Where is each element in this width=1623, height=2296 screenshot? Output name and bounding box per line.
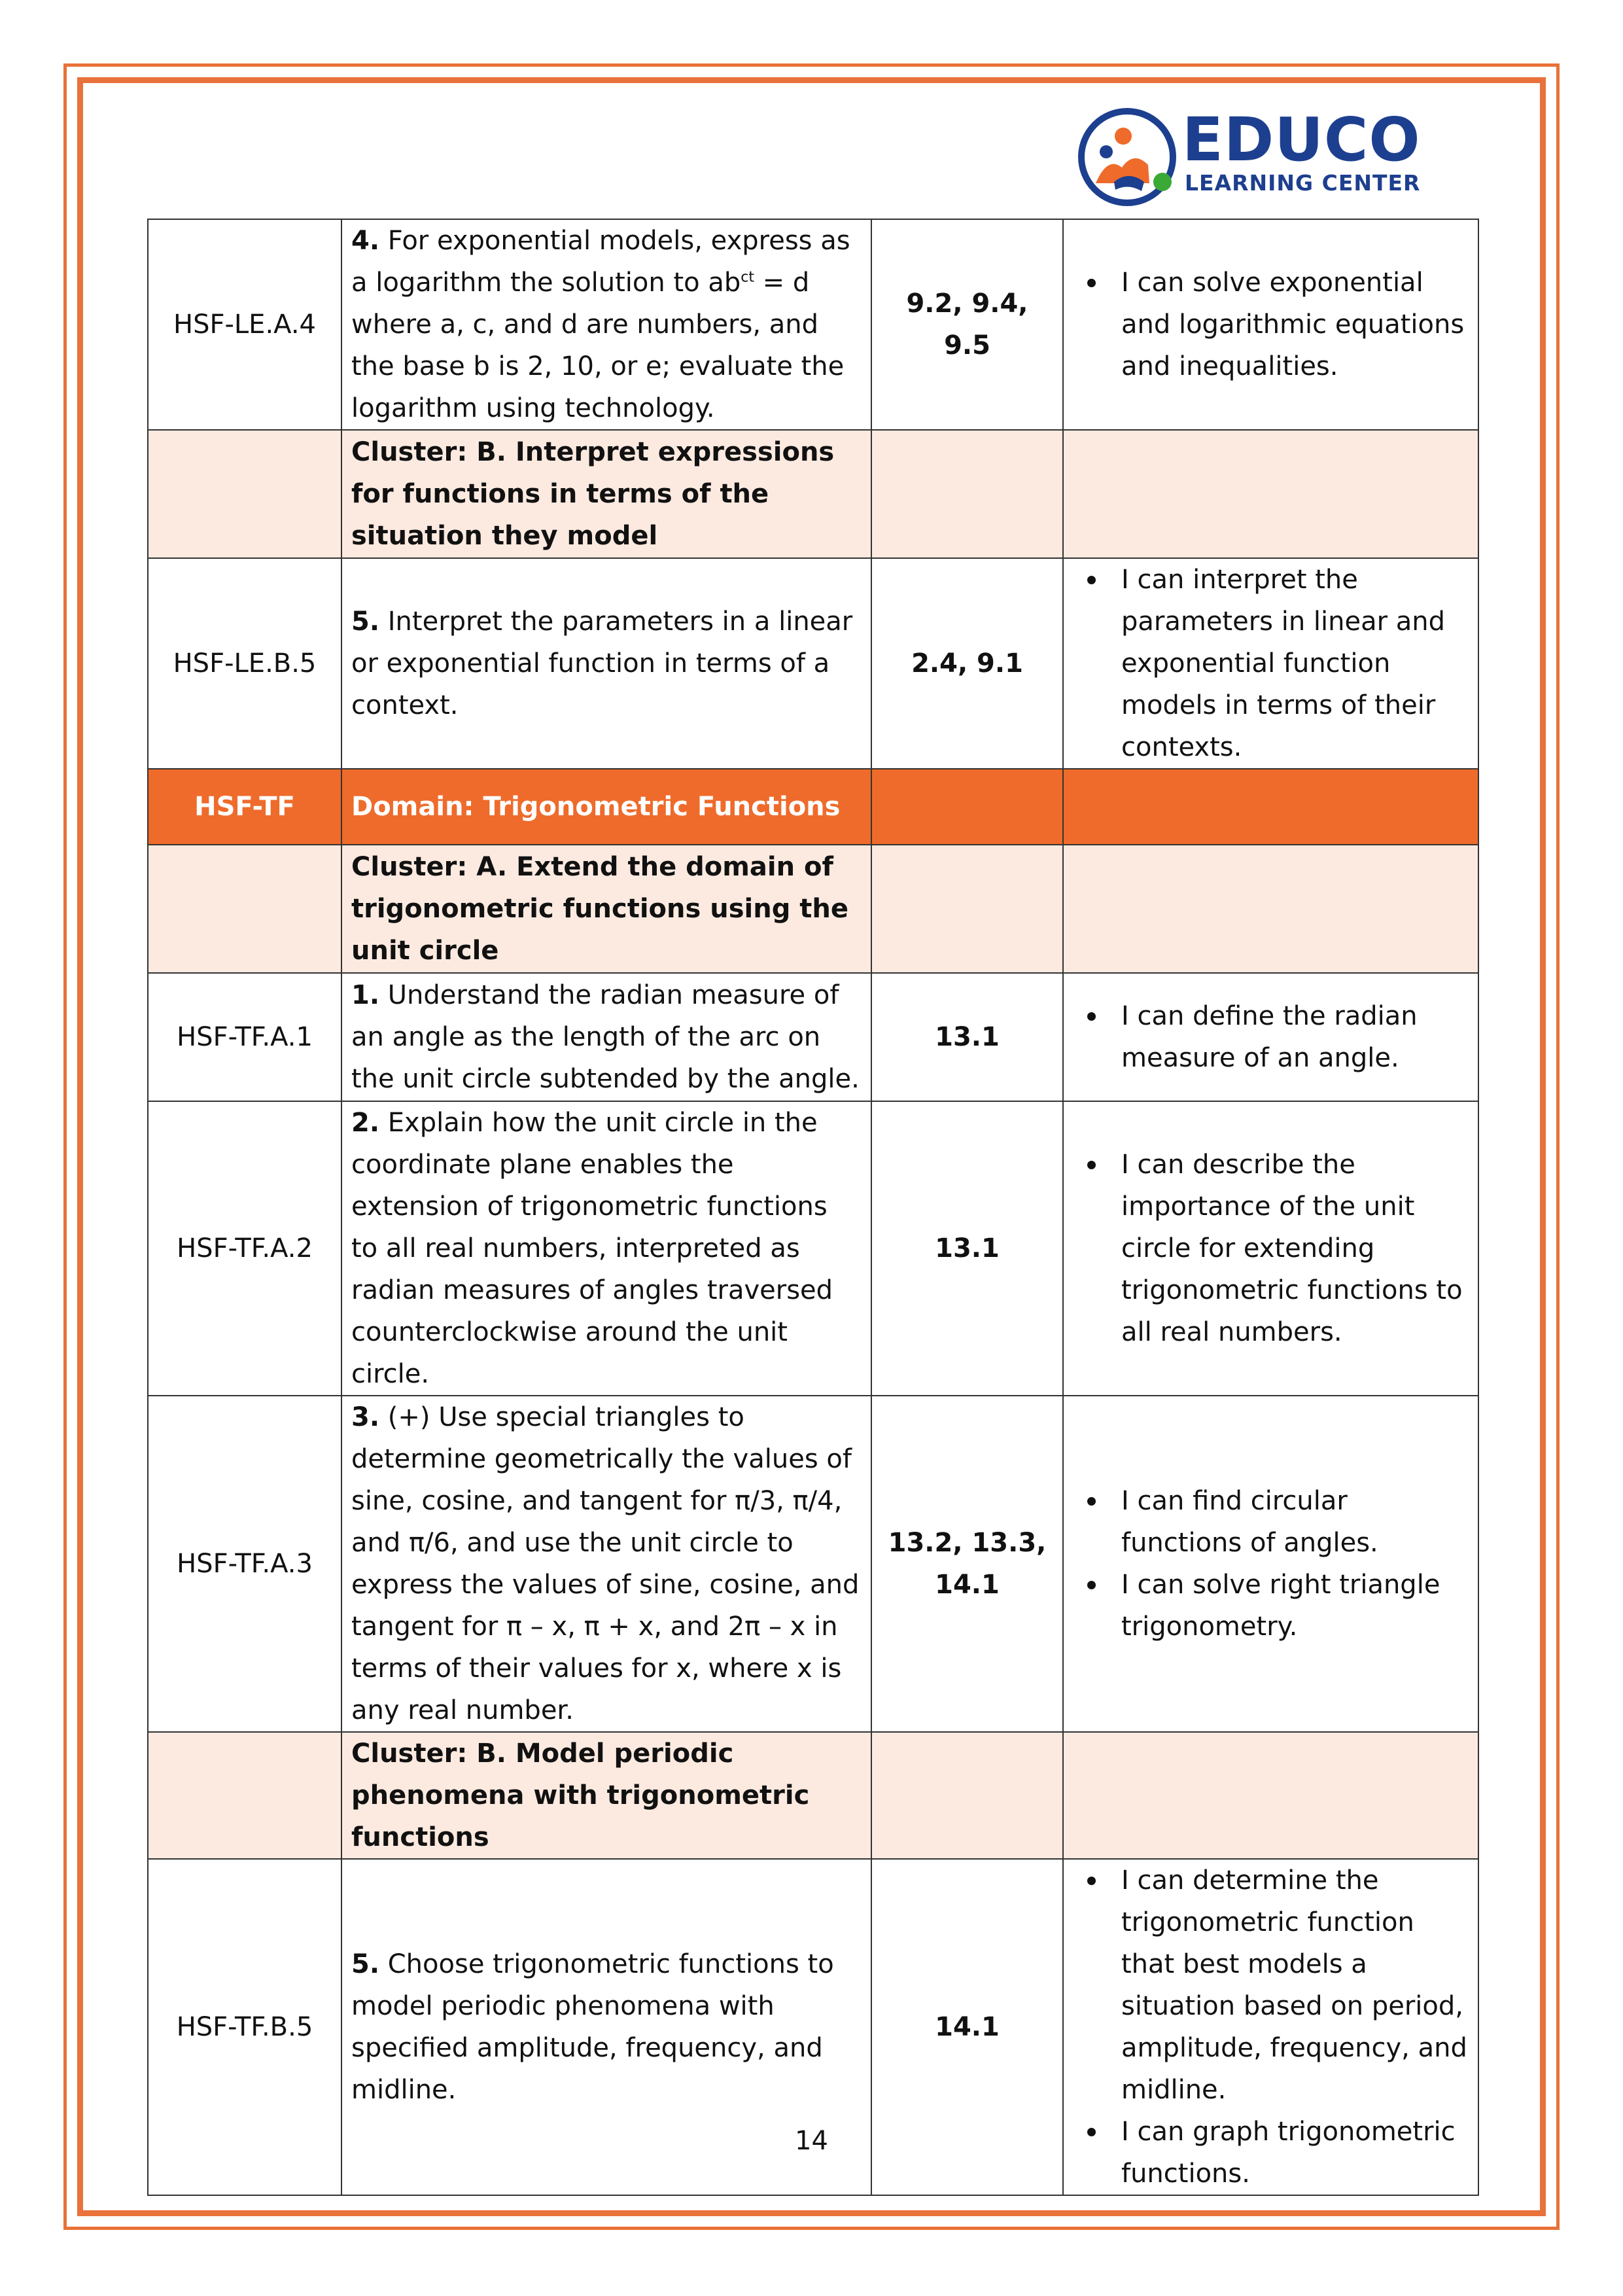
target-item: I can describe the importance of the unit circle for extending trigonometric functions to all real numbers.	[1121, 1144, 1469, 1353]
standard-code: HSF-LE.A.4	[148, 219, 341, 430]
target-item: I can determine the trigonometric function that best models a situation based on period, amplitude, frequency, and midline.	[1121, 1860, 1469, 2111]
standard-number: 4.	[351, 226, 380, 256]
domain-code: HSF-TF	[148, 769, 341, 845]
table-row	[148, 219, 1478, 430]
target-item: I can interpret the parameters in linear and exponential function models in terms of their contexts.	[1121, 559, 1469, 768]
cluster-title: Cluster: B. Model periodic phenomena with trigonometric functions	[341, 1732, 871, 1859]
standard-code: HSF-TF.A.3	[148, 1396, 341, 1732]
learning-targets	[1063, 558, 1478, 769]
logo-title: EDUCO	[1182, 105, 1421, 175]
learning-targets	[1063, 1101, 1478, 1396]
domain-row	[148, 769, 1478, 845]
standard-number: 5.	[351, 607, 380, 637]
target-item: I can find circular functions of angles.	[1121, 1480, 1469, 1564]
target-item: I can graph trigonometric functions.	[1121, 2111, 1469, 2195]
table-row	[148, 558, 1478, 769]
standard-description: 5. Interpret the parameters in a linear or exponential function in terms of a context.	[341, 558, 871, 769]
cluster-row	[148, 845, 1478, 973]
educo-logo	[1076, 105, 1421, 209]
target-item: I can solve exponential and logarithmic equations and inequalities.	[1121, 262, 1469, 387]
page-number: 14	[795, 2126, 828, 2156]
standard-description: 5. Choose trigonometric functions to model periodic phenomena with specified amplitude, frequency, and midline.	[341, 1859, 871, 2195]
cluster-row	[148, 430, 1478, 558]
standard-number: 1.	[351, 980, 380, 1010]
domain-title: Domain: Trigonometric Functions	[341, 769, 871, 845]
table-row	[148, 1101, 1478, 1396]
cluster-title: Cluster: B. Interpret expressions for functions in terms of the situation they model	[341, 430, 871, 558]
lesson-units: 13.2, 13.3, 14.1	[871, 1396, 1063, 1732]
lesson-units: 13.1	[871, 973, 1063, 1101]
learning-targets	[1063, 973, 1478, 1101]
learning-targets	[1063, 219, 1478, 430]
lesson-units: 14.1	[871, 1859, 1063, 2195]
table-row	[148, 1396, 1478, 1732]
standard-code: HSF-TF.A.1	[148, 973, 341, 1101]
standard-number: 2.	[351, 1108, 380, 1138]
standard-code: HSF-TF.A.2	[148, 1101, 341, 1396]
standard-description: 4. For exponential models, express as a logarithm the solution to $ab^{ct} = d$ where a, c, and d are numbers, and the base b is 2, 10, or e; evaluate the logarithm using technology.	[341, 219, 871, 430]
learning-targets	[1063, 1396, 1478, 1732]
educo-logo-icon	[1076, 105, 1181, 209]
cluster-row	[148, 1732, 1478, 1859]
exponent: ct	[741, 269, 754, 286]
logo-subtitle: LEARNING CENTER	[1185, 170, 1421, 196]
standard-code: HSF-LE.B.5	[148, 558, 341, 769]
target-item: I can define the radian measure of an angle.	[1121, 995, 1469, 1079]
target-item: I can solve right triangle trigonometry.	[1121, 1564, 1469, 1648]
lesson-units: 2.4, 9.1	[871, 558, 1063, 769]
lesson-units: 13.1	[871, 1101, 1063, 1396]
lesson-units: 9.2, 9.4, 9.5	[871, 219, 1063, 430]
standard-number: 5.	[351, 1949, 380, 1979]
table-row	[148, 973, 1478, 1101]
standard-description: 3. (+) Use special triangles to determine geometrically the values of sine, cosine, and tangent for π/3, π/4, and π/6, and use the unit circle to express the values of sine, cosine, and tangent for π – x, π + x, and 2π – x in terms of their values for x, where x is any real number.	[341, 1396, 871, 1732]
standard-number: 3.	[351, 1402, 380, 1432]
cluster-title: Cluster: A. Extend the domain of trigonometric functions using the unit circle	[341, 845, 871, 973]
standard-code: HSF-TF.B.5	[148, 1859, 341, 2195]
standard-description: 1. Understand the radian measure of an angle as the length of the arc on the unit circle subtended by the angle.	[341, 973, 871, 1101]
standard-description: 2. Explain how the unit circle in the coordinate plane enables the extension of trigonometric functions to all real numbers, interpreted as radian measures of angles traversed counterclockwise around the unit circle.	[341, 1101, 871, 1396]
standards-table	[147, 219, 1479, 2196]
